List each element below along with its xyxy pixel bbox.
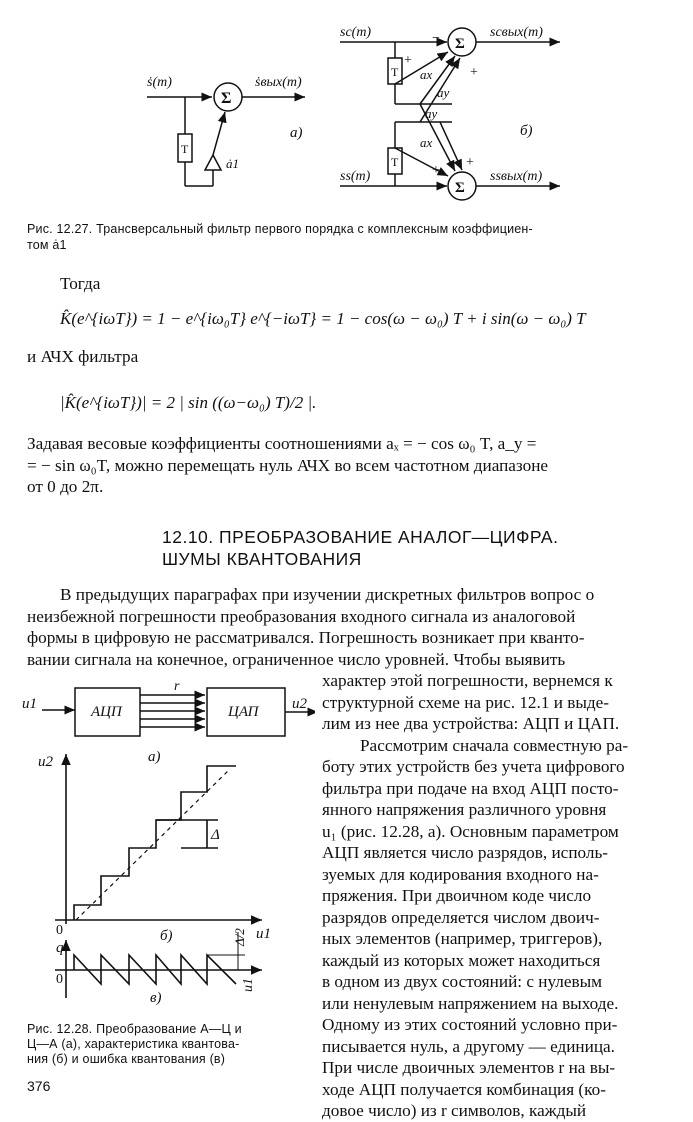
fig1b-ax-top: ax — [420, 67, 433, 82]
delta-label: Δ — [211, 827, 220, 843]
fig1b-ss-input: ss(m) — [340, 169, 371, 184]
sigma-symbol: Σ — [221, 90, 232, 107]
fig2c-origin: 0 — [56, 972, 63, 987]
text-line: разрядов определяется числом двоич- — [322, 907, 600, 927]
fig1b-sc-input: sc(m) — [340, 25, 372, 40]
text-line: довое число) из r символов, каждый — [322, 1101, 587, 1120]
sigma-symbol-top: Σ — [455, 36, 465, 52]
caption-line: Рис. 12.27. Трансверсальный фильтр первого порядка с комплексным коэффициен- — [27, 222, 533, 236]
fig2b-origin: 0 — [56, 923, 63, 938]
text-achx: и АЧХ фильтра — [27, 347, 139, 366]
fig2a-u1-label: u1 — [22, 696, 37, 712]
fig2c-u1-label: u1 — [241, 978, 256, 992]
text-line: пряжения. При двоичном коде число — [322, 886, 592, 905]
text-line: фильтра при подаче на вход АЦП посто- — [322, 778, 619, 798]
page-number: 376 — [27, 1078, 51, 1094]
q-axis-label: q — [56, 940, 64, 956]
figure-12-28 — [0, 670, 315, 1030]
text-line: боту этих устройств без учета цифрового — [322, 757, 625, 776]
text-line: в одном из двух состояний: с нулевым — [322, 972, 603, 991]
text-line: Задавая весовые коэффициенты соотношениями aₓ = − cos ω₀ T, a_y = — [27, 434, 537, 453]
text-line: В предыдущих параграфах при изучении дискретных фильтров вопрос о — [60, 585, 595, 604]
fig2b-u2-label: u2 — [38, 754, 53, 770]
text-line: зуемых для кодирования входного на- — [322, 864, 599, 884]
text-line: АЦП является число разрядов, исполь- — [322, 843, 609, 862]
text-line: неизбежной погрешности преобразования входного сигнала из аналоговой — [27, 606, 576, 626]
fig1b-ss-output: ssвых(m) — [490, 169, 543, 184]
formula-transfer-function: K̂(e^{iωT}) = 1 − e^{iω₀T} e^{−iωT} = 1 − cos(ω − ω₀) T + i sin(ω − ω₀) T — [60, 309, 586, 328]
figure-12-27-caption — [27, 221, 677, 253]
paragraph-intro — [27, 584, 679, 670]
text-line: лим из нее два устройства: АЦП и ЦАП. — [322, 714, 620, 733]
figure-12-27-diagram — [0, 0, 693, 212]
fig1b-ay-mid: ay — [425, 106, 438, 121]
bits-r-label: r — [174, 679, 180, 694]
text-line: формы в цифровую не рассматривался. Погрешность возникает при кванто- — [27, 628, 585, 647]
section-title-line1: 12.10. ПРЕОБРАЗОВАНИЕ АНАЛОГ—ЦИФРА. — [162, 527, 559, 547]
section-title-line2: ШУМЫ КВАНТОВАНИЯ — [162, 549, 362, 569]
word-togda: Тогда — [60, 274, 101, 293]
caption-line: ния (б) и ошибка квантования (в) — [27, 1052, 226, 1066]
text-line: вании сигнала на конечное, ограниченное число уровней. Чтобы выявить — [27, 649, 566, 669]
text-line: структурной схеме на рис. 12.1 и выде- — [322, 692, 609, 712]
caption-line: Ц—А (а), характеристика квантова- — [27, 1037, 240, 1051]
figure-12-28b — [55, 754, 262, 924]
text-line: или ненулевым напряжением на выходе. — [322, 993, 619, 1013]
fig1b-plus-right-top: + — [470, 65, 478, 80]
text-line: ходе АЦП получается комбинация (ко- — [322, 1079, 606, 1099]
figure-12-28c — [55, 932, 262, 998]
text-line: янного напряжения различного уровня — [322, 800, 607, 819]
dac-label: ЦАП — [228, 704, 259, 720]
fig2b-u1-label: u1 — [256, 926, 271, 942]
fig2b-letter: б) — [160, 928, 173, 944]
caption-line: том ȧ1 — [27, 238, 67, 252]
fig1a-input-label: ṡ(m) — [147, 75, 172, 90]
text-line: Одному из этих состояний условно при- — [322, 1015, 618, 1034]
text-line: характер этой погрешности, вернемся к — [322, 671, 613, 690]
fig1a-delay-label: T — [181, 142, 189, 156]
formula-amplitude-response: |K̂(e^{iωT})| = 2 | sin ((ω−ω₀) T)/2 |. — [60, 393, 317, 412]
figure-12-28-diagram — [0, 670, 315, 1030]
fig1b-delay-top: T — [391, 65, 399, 79]
figure-12-28a — [42, 688, 315, 736]
caption-line: Рис. 12.28. Преобразование А—Ц и — [27, 1022, 242, 1036]
paragraph-weights — [27, 433, 677, 498]
fig1b-plus-left-top: + — [404, 53, 412, 68]
fig1b-letter: б) — [520, 123, 533, 139]
fig1b-plus-right-bottom: + — [466, 155, 474, 170]
fig1a-coef-label: ȧ1 — [226, 156, 239, 171]
text-line: ных элементов (например, триггеров), — [322, 929, 603, 948]
paragraph-right-column — [322, 670, 678, 1122]
fig1a-output-label: ṡвых(m) — [255, 75, 302, 90]
figure-12-27 — [0, 0, 693, 212]
text-line: Рассмотрим сначала совместную ра- — [360, 735, 629, 755]
text-line: = − sin ω₀T, можно перемещать нуль АЧХ во всем частотном диапазоне — [27, 455, 549, 475]
fig1b-ay-top: ay — [437, 85, 450, 100]
text-line: писывается нуль, а другому — единица. — [322, 1036, 615, 1056]
text-line: от 0 до 2π. — [27, 477, 104, 496]
fig1a-letter: a) — [290, 125, 303, 141]
fig2a-u2-label: u2 — [292, 696, 307, 712]
fig2c-letter: в) — [150, 990, 162, 1006]
figure-12-28-caption — [27, 1022, 307, 1067]
sigma-symbol-bottom: Σ — [455, 180, 465, 196]
fig1b-delay-bottom: T — [391, 155, 399, 169]
text-line: При числе двоичных элементов r на вы- — [322, 1058, 616, 1077]
text-line: u₁ (рис. 12.28, а). Основным параметром — [322, 821, 619, 841]
fig1b-sc-output: scвых(m) — [490, 25, 543, 40]
fig2a-letter: a) — [148, 749, 161, 765]
adc-label: АЦП — [91, 704, 122, 720]
delta-half-label: Δ/2 — [232, 928, 247, 946]
fig1b-ax-bottom: ax — [420, 135, 433, 150]
fig1b-plus-left-bottom: + — [432, 163, 440, 178]
text-line: каждый из которых может находиться — [322, 950, 601, 970]
fig1b-minus-top: − — [432, 31, 440, 46]
